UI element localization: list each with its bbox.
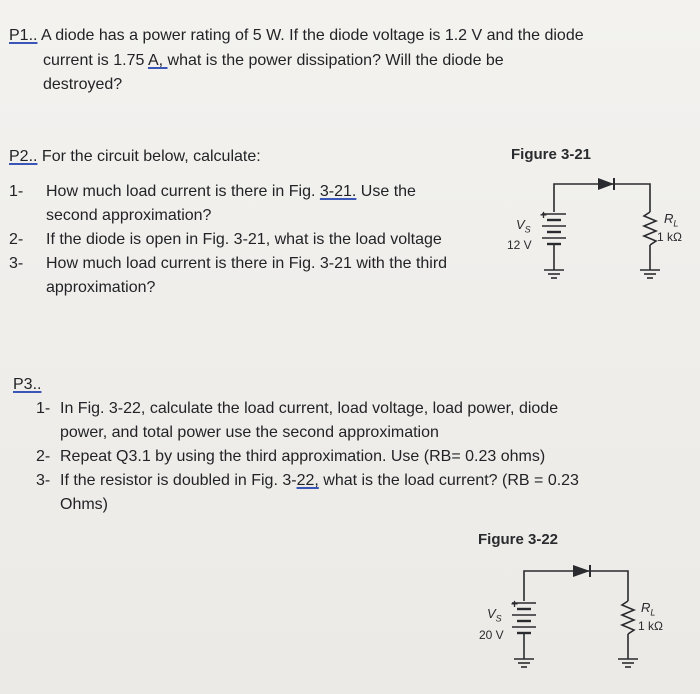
- figure-3-21-resistor-zigzag: [644, 212, 656, 245]
- p3-label-line: [13, 373, 41, 397]
- figure-3-21-title: Figure 3-21: [511, 146, 592, 163]
- p3-item-3-text-c: what is the load current? (RB = 0.23: [318, 472, 579, 489]
- figure-3-22-circuit: [496, 561, 646, 671]
- figure-3-21-vs-v: V: [516, 217, 525, 232]
- figure-3-21-source-symbol: [516, 218, 531, 237]
- p1-line-2: [43, 49, 504, 73]
- figure-3-21-source-value: 12 V: [507, 238, 532, 252]
- p3-item-1-line-1: In Fig. 3-22, calculate the load current, load voltage, load power, diode: [60, 400, 559, 417]
- p2-label: P2..: [9, 148, 38, 165]
- p2-item-1-figref: 3-21.: [319, 183, 357, 200]
- figure-3-22-source-value: 20 V: [479, 628, 504, 642]
- figure-3-21-rl-sub: L: [673, 218, 679, 229]
- figure-3-21-resistor-symbol: [664, 212, 678, 231]
- p3-item-2-num: 2-: [36, 448, 51, 465]
- figure-3-22-plus: +: [511, 597, 519, 611]
- figure-3-22-diode-icon: [573, 565, 590, 577]
- figure-3-22-source-symbol: [487, 607, 502, 626]
- figure-3-22-title: Figure 3-22: [478, 531, 559, 548]
- p2-intro-line: [9, 145, 261, 169]
- p3-item-3-figref: 22,: [296, 472, 319, 489]
- p3-item-3-line-1: [60, 469, 579, 493]
- p2-item-1-num: 1-: [9, 183, 24, 200]
- p2-item-3-line-2: approximation?: [46, 279, 156, 296]
- p1-line-3: destroyed?: [43, 76, 123, 93]
- figure-3-21-rl-r: R: [664, 211, 674, 226]
- p2-item-3-num: 3-: [9, 255, 24, 272]
- p2-item-1-text-a: How much load current is there in Fig.: [46, 183, 320, 200]
- figure-3-22-rl-r: R: [641, 600, 651, 615]
- p2-item-1-text-c: Use the: [356, 183, 416, 200]
- p1-text-2a: current is 1.75: [43, 52, 148, 69]
- p2-item-3-line-1: How much load current is there in Fig. 3-21 with the third: [46, 255, 448, 272]
- figure-3-21-plus: +: [540, 208, 548, 222]
- p2-item-1-line-1: [46, 180, 416, 204]
- p2-intro: For the circuit below, calculate:: [37, 148, 261, 165]
- p1-text-2b: A,: [147, 52, 168, 69]
- p1-label: P1..: [9, 27, 38, 44]
- p1-line-1: [9, 24, 584, 48]
- p3-label: P3..: [13, 376, 42, 393]
- p1-text-1: A diode has a power rating of 5 W. If the diode voltage is 1.2 V and the diode: [37, 27, 584, 44]
- p2-item-2-num: 2-: [9, 231, 24, 248]
- figure-3-22-rl-sub: L: [650, 607, 656, 618]
- p3-item-1-num: 1-: [36, 400, 51, 417]
- figure-3-22-resistor-value: 1 kΩ: [638, 619, 663, 633]
- figure-3-22-resistor-zigzag: [622, 601, 634, 634]
- figure-3-21-vs-sub: S: [524, 224, 531, 235]
- p3-item-3-text-a: If the resistor is doubled in Fig. 3-: [60, 472, 297, 489]
- p1-text-2c: what is the power dissipation? Will the diode be: [167, 52, 504, 69]
- figure-3-21-resistor-value: 1 kΩ: [657, 230, 682, 244]
- p3-item-3-num: 3-: [36, 472, 51, 489]
- figure-3-21-circuit: [530, 174, 670, 284]
- figure-3-22-vs-v: V: [487, 606, 496, 621]
- p3-item-2-line-1: Repeat Q3.1 by using the third approximation. Use (RB= 0.23 ohms): [60, 448, 546, 465]
- figure-3-21-diode-icon: [598, 178, 614, 190]
- p2-item-2-line-1: If the diode is open in Fig. 3-21, what is the load voltage: [46, 231, 442, 248]
- p3-item-1-line-2: power, and total power use the second approximation: [60, 424, 439, 441]
- p2-item-1-line-2: second approximation?: [46, 207, 212, 224]
- figure-3-22-resistor-symbol: [641, 601, 655, 620]
- p3-item-3-line-2: Ohms): [60, 496, 108, 513]
- figure-3-22-vs-sub: S: [495, 613, 502, 624]
